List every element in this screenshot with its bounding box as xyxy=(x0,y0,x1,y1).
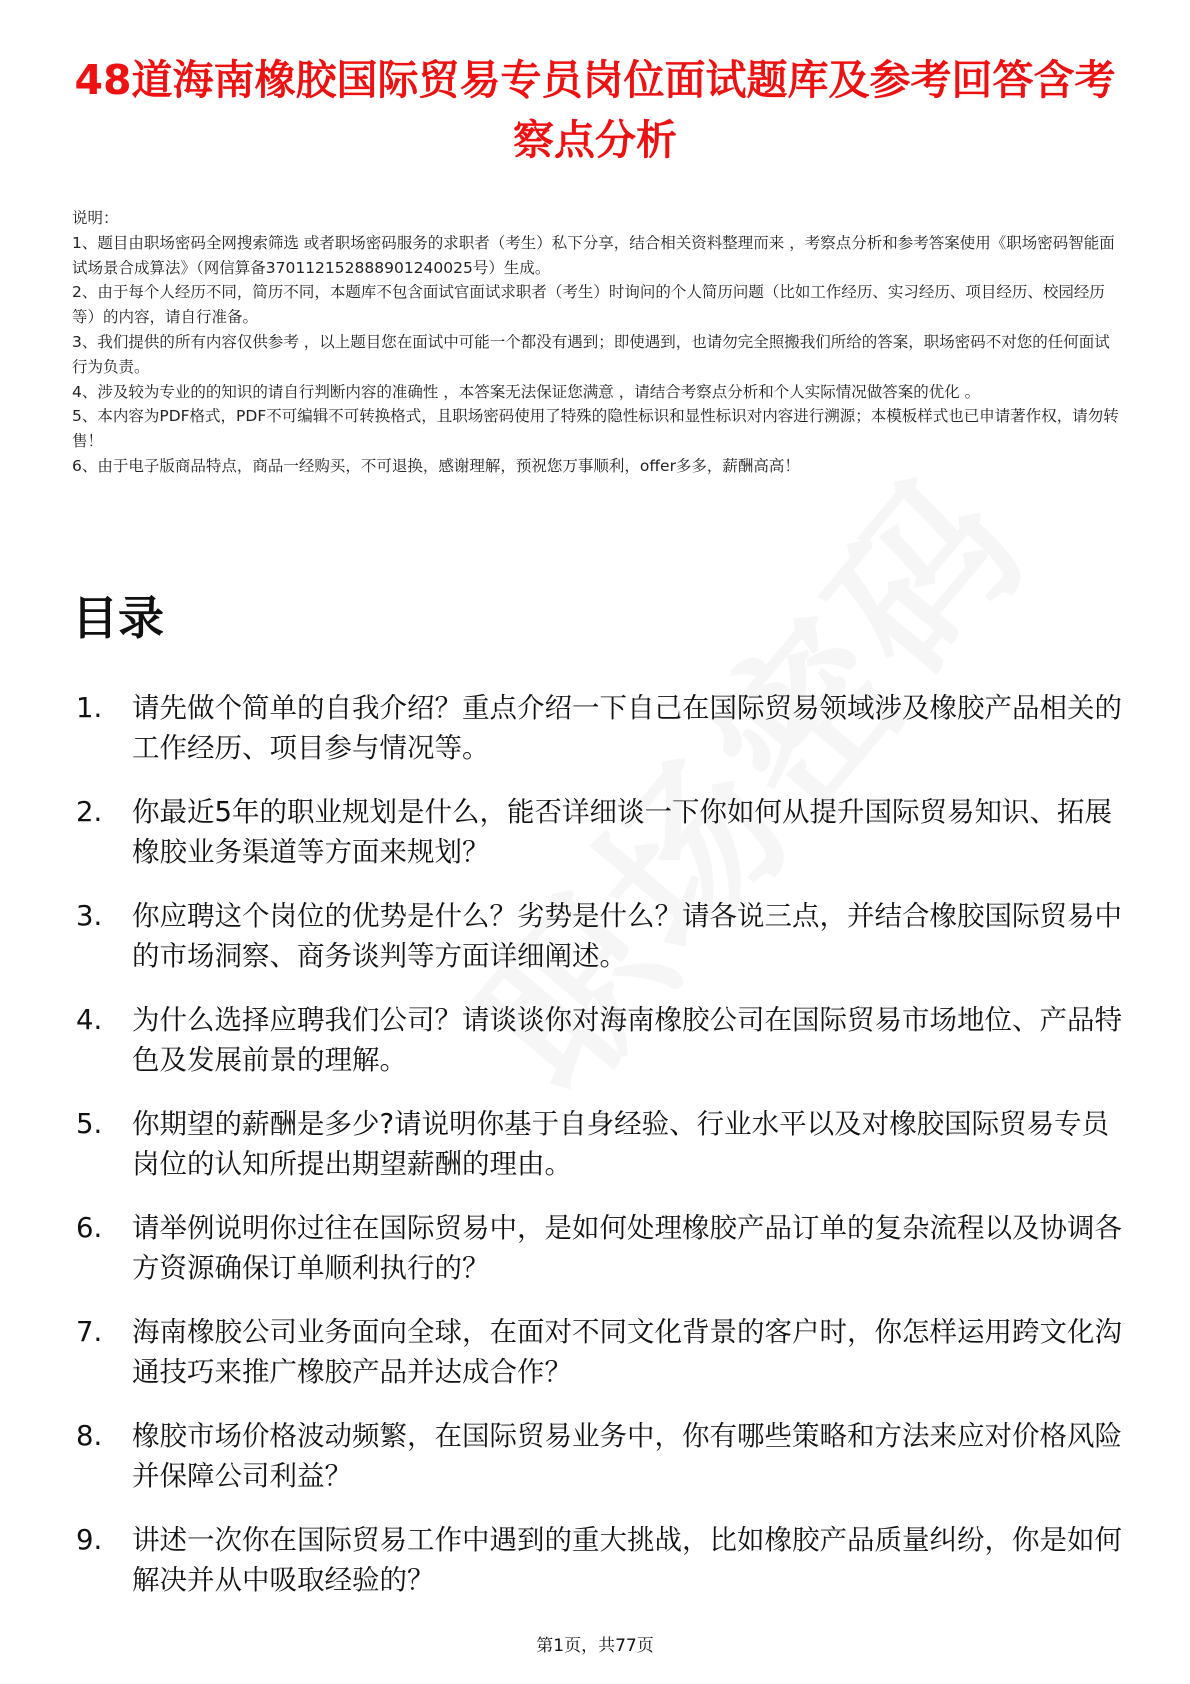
toc-item-number: 6. xyxy=(76,1212,103,1244)
toc-item-number: 2. xyxy=(76,796,103,828)
toc-item xyxy=(76,1520,1136,1624)
document-title: 48道海南橡胶国际贸易专员岗位面试题库及参考回答含考察点分析 xyxy=(74,56,1116,164)
toc-item-number: 9. xyxy=(76,1524,103,1556)
notes-line: 6、由于电子版商品特点，商品一经购买，不可退换，感谢理解，预祝您万事顺利，offer多多，薪酬高高！ xyxy=(72,456,800,475)
notes-line: 4、涉及较为专业的的知识的请自行判断内容的准确性 ，本答案无法保证您满意 ，请结合考察点分析和个人实际情况做答案的优化 。 xyxy=(72,382,981,401)
toc-item-text: 你期望的薪酬是多少?请说明你基于自身经验、行业水平以及对橡胶国际贸易专员岗位的认知所提出期望薪酬的理由。 xyxy=(132,1108,1110,1180)
toc-item-text: 海南橡胶公司业务面向全球，在面对不同文化背景的客户时，你怎样运用跨文化沟通技巧来推广橡胶产品并达成合作？ xyxy=(132,1316,1122,1388)
toc-item xyxy=(76,688,1136,792)
toc-item-text: 请先做个简单的自我介绍？重点介绍一下自己在国际贸易领域涉及橡胶产品相关的工作经历、项目参与情况等。 xyxy=(132,692,1122,764)
toc-item xyxy=(76,792,1136,896)
notes-line: 3、我们提供的所有内容仅供参考 ，以上题目您在面试中可能一个都没有遇到；即使遇到，也请勿完全照搬我们所给的答案，职场密码不对您的任何面试行为负责。 xyxy=(72,332,1110,376)
toc-list xyxy=(76,688,1136,1624)
toc-item-text: 你最近5年的职业规划是什么，能否详细谈一下你如何从提升国际贸易知识、拓展橡胶业务渠道等方面来规划？ xyxy=(132,796,1112,868)
toc-item-number: 7. xyxy=(76,1316,103,1348)
toc-item xyxy=(76,896,1136,1000)
notes-line: 2、由于每个人经历不同，简历不同，本题库不包含面试官面试求职者（考生）时询问的个人简历问题（比如工作经历、实习经历、项目经历、校园经历等）的内容，请自行准备。 xyxy=(72,283,1105,327)
toc-item-text: 请举例说明你过往在国际贸易中，是如何处理橡胶产品订单的复杂流程以及协调各方资源确保订单顺利执行的？ xyxy=(132,1212,1122,1284)
toc-item-number: 1. xyxy=(76,692,103,724)
notes-line: 1、题目由职场密码全网搜索筛选 或者职场密码服务的求职者（考生）私下分享，结合相关资料整理而来 ，考察点分析和参考答案使用《职场密码智能面试场景合成算法》（网信算备370112152888901240025号）生成。 xyxy=(72,233,1115,277)
toc-item-number: 5. xyxy=(76,1108,103,1140)
toc-item xyxy=(76,1416,1136,1520)
toc-item-number: 3. xyxy=(76,900,103,932)
toc-item xyxy=(76,1208,1136,1312)
toc-item-number: 8. xyxy=(76,1420,103,1452)
toc-item-text: 你应聘这个岗位的优势是什么？劣势是什么？请各说三点，并结合橡胶国际贸易中的市场洞察、商务谈判等方面详细阐述。 xyxy=(132,900,1122,972)
toc-heading: 目录 xyxy=(72,591,164,645)
toc-item xyxy=(76,1312,1136,1416)
toc-item-text: 为什么选择应聘我们公司？请谈谈你对海南橡胶公司在国际贸易市场地位、产品特色及发展前景的理解。 xyxy=(132,1004,1122,1076)
notes-line: 5、本内容为PDF格式，PDF不可编辑不可转换格式，且职场密码使用了特殊的隐性标识和显性标识对内容进行溯源；本模板样式也已申请著作权，请勿转售！ xyxy=(72,407,1119,451)
toc-item xyxy=(76,1104,1136,1208)
toc-item-number: 4. xyxy=(76,1004,103,1036)
page-footer: 第1页，共77页 xyxy=(536,1636,654,1656)
toc-item xyxy=(76,1000,1136,1104)
toc-item-text: 讲述一次你在国际贸易工作中遇到的重大挑战，比如橡胶产品质量纠纷，你是如何解决并从中吸取经验的？ xyxy=(132,1524,1122,1596)
notes-section xyxy=(72,206,1122,479)
toc-item-text: 橡胶市场价格波动频繁，在国际贸易业务中，你有哪些策略和方法来应对价格风险并保障公司利益？ xyxy=(132,1420,1122,1492)
notes-heading: 说明： xyxy=(72,209,119,227)
